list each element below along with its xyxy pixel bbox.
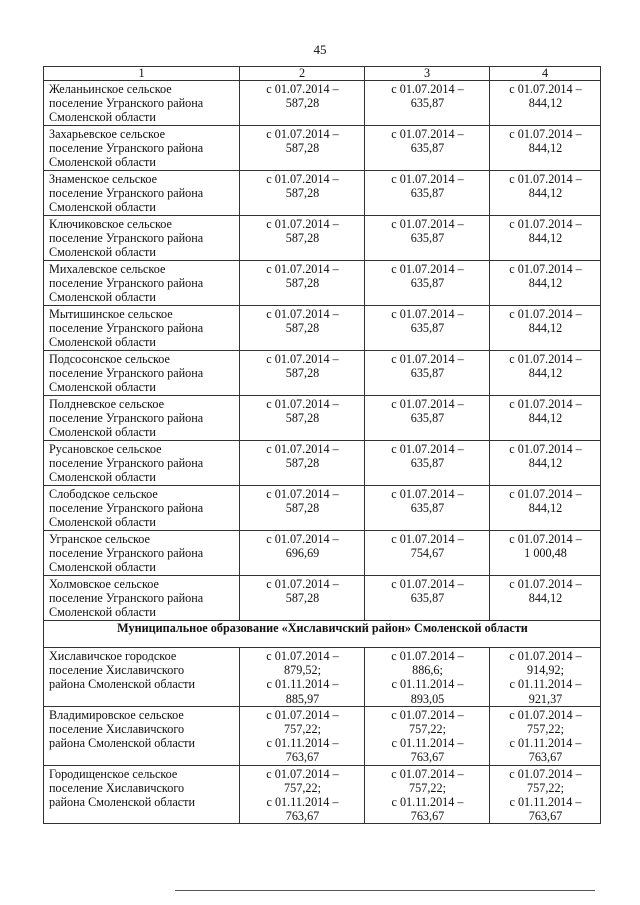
cell-line: с 01.07.2014 –	[391, 649, 464, 663]
cell-line: 844,12	[528, 186, 563, 201]
tariff-column-4-cell	[490, 171, 601, 216]
cell-line: поселение Угранского района	[49, 456, 204, 471]
cell-line: 844,12	[528, 141, 563, 156]
cell-line: Смоленской области	[49, 605, 156, 620]
cell-line: с 01.11.2014 –	[391, 677, 464, 692]
settlement-name-cell	[44, 306, 240, 351]
tariff-column-3-cell	[365, 351, 490, 396]
table-row	[44, 171, 601, 216]
cell-line: Холмовское сельское	[49, 577, 159, 591]
tariff-column-3-cell	[365, 216, 490, 261]
cell-line: с 01.07.2014 –	[266, 127, 339, 141]
column-header: 1	[44, 67, 240, 81]
cell-line: с 01.07.2014 –	[391, 307, 464, 321]
settlement-name-cell	[44, 441, 240, 486]
cell-line: с 01.07.2014 –	[266, 262, 339, 276]
cell-line: 844,12	[528, 411, 563, 426]
khislavichi-district-rows	[44, 648, 601, 824]
tariff-column-3-cell	[365, 126, 490, 171]
tariff-column-2-cell	[240, 396, 365, 441]
tariff-column-2-cell	[240, 765, 365, 824]
tariff-column-4-cell	[490, 81, 601, 126]
cell-line: с 01.07.2014 –	[509, 127, 582, 141]
cell-line: поселение Угранского района	[49, 411, 204, 426]
cell-line: с 01.07.2014 –	[509, 766, 582, 781]
cell-line: Смоленской области	[49, 515, 156, 530]
cell-line: 844,12	[528, 456, 563, 471]
tariff-column-3-cell	[365, 486, 490, 531]
cell-line: поселение Хиславичского	[49, 663, 185, 678]
settlement-name-cell	[44, 531, 240, 576]
table-row	[44, 706, 601, 765]
tariff-column-4-cell	[490, 351, 601, 396]
tariff-column-4-cell	[490, 648, 601, 707]
tariff-column-3-cell	[365, 441, 490, 486]
cell-line: Захарьевское сельское	[49, 127, 165, 141]
column-number-row	[44, 67, 601, 81]
cell-line: Смоленской области	[49, 110, 156, 125]
cell-line: с 01.11.2014 –	[266, 795, 339, 810]
tariff-column-2-cell	[240, 486, 365, 531]
cell-line: с 01.07.2014 –	[266, 82, 339, 96]
cell-line: района Смоленской области	[49, 795, 195, 810]
cell-line: с 01.07.2014 –	[391, 397, 464, 411]
tariff-column-3-cell	[365, 765, 490, 824]
tariff-column-4-cell	[490, 576, 601, 621]
cell-line: Слободское сельское	[49, 487, 158, 501]
cell-line: с 01.07.2014 –	[509, 352, 582, 366]
section-heading-group	[44, 621, 601, 648]
cell-line: с 01.07.2014 –	[391, 172, 464, 186]
cell-line: поселение Угранского района	[49, 591, 204, 606]
cell-line: поселение Угранского района	[49, 546, 204, 561]
cell-line: поселение Угранского района	[49, 96, 204, 111]
cell-line: поселение Угранского района	[49, 276, 204, 291]
cell-line: поселение Угранского района	[49, 321, 204, 336]
table-row	[44, 396, 601, 441]
tariff-column-4-cell	[490, 216, 601, 261]
tariff-column-2-cell	[240, 81, 365, 126]
table-row	[44, 216, 601, 261]
cell-line: 635,87	[410, 276, 445, 291]
cell-line: с 01.07.2014 –	[391, 127, 464, 141]
tariff-column-4-cell	[490, 261, 601, 306]
tariff-column-3-cell	[365, 261, 490, 306]
tariff-column-4-cell	[490, 441, 601, 486]
cell-line: поселение Угранского района	[49, 141, 204, 156]
tariff-column-3-cell	[365, 648, 490, 707]
cell-line: 763,67	[285, 809, 320, 824]
cell-line: с 01.11.2014 –	[509, 736, 582, 751]
cell-line: 763,67	[410, 750, 445, 765]
cell-line: с 01.07.2014 –	[391, 707, 464, 722]
cell-line: поселение Угранского района	[49, 186, 204, 201]
table-row	[44, 351, 601, 396]
cell-line: с 01.11.2014 –	[391, 736, 464, 751]
cell-line: с 01.07.2014 –	[509, 172, 582, 186]
cell-line: с 01.07.2014 –	[266, 307, 339, 321]
section-heading: Муниципальное образование «Хиславичский район» Смоленской области	[44, 621, 601, 648]
settlement-name-cell	[44, 486, 240, 531]
cell-line: поселение Хиславичского	[49, 722, 185, 737]
cell-line: с 01.11.2014 –	[509, 677, 582, 692]
cell-line: с 01.07.2014 –	[391, 262, 464, 276]
cell-line: 757,22;	[527, 722, 564, 737]
tariff-table	[43, 66, 601, 824]
cell-line: с 01.07.2014 –	[509, 262, 582, 276]
footer-rule	[175, 890, 595, 891]
cell-line: 757,22;	[284, 722, 321, 737]
cell-line: с 01.07.2014 –	[266, 352, 339, 366]
cell-line: 844,12	[528, 591, 563, 606]
cell-line: 757,22;	[409, 780, 446, 795]
tariff-column-2-cell	[240, 576, 365, 621]
table-row	[44, 126, 601, 171]
cell-line: поселение Угранского района	[49, 501, 204, 516]
tariff-column-4-cell	[490, 706, 601, 765]
tariff-column-3-cell	[365, 576, 490, 621]
cell-line: 763,67	[285, 750, 320, 765]
cell-line: 587,28	[285, 321, 320, 336]
tariff-column-3-cell	[365, 306, 490, 351]
cell-line: 635,87	[410, 456, 445, 471]
cell-line: Желаньинское сельское	[49, 82, 172, 96]
column-header: 4	[490, 67, 601, 81]
cell-line: 696,69	[285, 546, 320, 561]
section-heading-row	[44, 621, 601, 648]
tariff-column-2-cell	[240, 261, 365, 306]
settlement-name-cell	[44, 706, 240, 765]
cell-line: 587,28	[285, 276, 320, 291]
cell-line: с 01.11.2014 –	[509, 795, 582, 810]
cell-line: Ключиковское сельское	[49, 217, 172, 231]
cell-line: 587,28	[285, 366, 320, 381]
cell-line: 635,87	[410, 321, 445, 336]
cell-line: 844,12	[528, 231, 563, 246]
cell-line: с 01.07.2014 –	[266, 577, 339, 591]
cell-line: с 01.07.2014 –	[509, 649, 582, 663]
settlement-name-cell	[44, 765, 240, 824]
cell-line: с 01.07.2014 –	[391, 442, 464, 456]
cell-line: с 01.07.2014 –	[509, 707, 582, 722]
cell-line: 635,87	[410, 591, 445, 606]
cell-line: 763,67	[528, 750, 563, 765]
cell-line: 587,28	[285, 501, 320, 516]
cell-line: Полдневское сельское	[49, 397, 165, 411]
cell-line: с 01.07.2014 –	[391, 532, 464, 546]
tariff-column-4-cell	[490, 306, 601, 351]
cell-line: 844,12	[528, 96, 563, 111]
tariff-column-2-cell	[240, 171, 365, 216]
cell-line: с 01.07.2014 –	[391, 577, 464, 591]
table-row	[44, 531, 601, 576]
settlement-name-cell	[44, 648, 240, 707]
cell-line: 844,12	[528, 321, 563, 336]
tariff-column-2-cell	[240, 351, 365, 396]
cell-line: Смоленской области	[49, 425, 156, 440]
cell-line: 844,12	[528, 276, 563, 291]
cell-line: 635,87	[410, 366, 445, 381]
cell-line: 879,52;	[284, 663, 321, 678]
cell-line: Смоленской области	[49, 200, 156, 215]
cell-line: с 01.07.2014 –	[266, 442, 339, 456]
cell-line: с 01.07.2014 –	[509, 532, 582, 546]
cell-line: 763,67	[528, 809, 563, 824]
tariff-column-3-cell	[365, 171, 490, 216]
tariff-column-2-cell	[240, 306, 365, 351]
cell-line: с 01.07.2014 –	[391, 766, 464, 781]
cell-line: с 01.07.2014 –	[391, 487, 464, 501]
tariff-column-4-cell	[490, 531, 601, 576]
table-row	[44, 306, 601, 351]
cell-line: 885,97	[285, 691, 320, 706]
cell-line: 635,87	[410, 96, 445, 111]
table-row	[44, 261, 601, 306]
tariff-column-3-cell	[365, 706, 490, 765]
tariff-column-2-cell	[240, 706, 365, 765]
cell-line: с 01.07.2014 –	[391, 352, 464, 366]
cell-line: Смоленской области	[49, 290, 156, 305]
table-row	[44, 576, 601, 621]
cell-line: 757,22;	[284, 780, 321, 795]
settlement-name-cell	[44, 81, 240, 126]
cell-line: Мытишинское сельское	[49, 307, 173, 321]
tariff-column-4-cell	[490, 765, 601, 824]
settlement-name-cell	[44, 351, 240, 396]
cell-line: 921,37	[528, 691, 563, 706]
table-row	[44, 81, 601, 126]
cell-line: с 01.07.2014 –	[509, 487, 582, 501]
settlement-name-cell	[44, 396, 240, 441]
table-row	[44, 486, 601, 531]
table-row	[44, 441, 601, 486]
cell-line: с 01.11.2014 –	[266, 736, 339, 751]
cell-line: с 01.07.2014 –	[266, 487, 339, 501]
cell-line: с 01.07.2014 –	[391, 217, 464, 231]
tariff-column-4-cell	[490, 126, 601, 171]
cell-line: Знаменское сельское	[49, 172, 158, 186]
cell-line: Смоленской области	[49, 380, 156, 395]
page-number: 45	[313, 42, 327, 57]
cell-line: 1 000,48	[524, 546, 567, 561]
cell-line: 893,05	[410, 691, 445, 706]
tariff-column-3-cell	[365, 396, 490, 441]
table-row	[44, 648, 601, 707]
cell-line: Подсосонское сельское	[49, 352, 170, 366]
cell-line: Хиславичское городское	[49, 649, 177, 663]
cell-line: района Смоленской области	[49, 677, 195, 692]
cell-line: Русановское сельское	[49, 442, 162, 456]
cell-line: с 01.07.2014 –	[266, 766, 339, 781]
cell-line: 587,28	[285, 411, 320, 426]
cell-line: 587,28	[285, 456, 320, 471]
settlement-name-cell	[44, 171, 240, 216]
tariff-column-2-cell	[240, 216, 365, 261]
cell-line: 587,28	[285, 186, 320, 201]
cell-line: Угранское сельское	[49, 532, 150, 546]
cell-line: с 01.07.2014 –	[266, 532, 339, 546]
cell-line: Михалевское сельское	[49, 262, 166, 276]
tariff-column-3-cell	[365, 531, 490, 576]
column-header: 2	[240, 67, 365, 81]
cell-line: 635,87	[410, 501, 445, 516]
cell-line: 635,87	[410, 186, 445, 201]
cell-line: Смоленской области	[49, 560, 156, 575]
cell-line: с 01.07.2014 –	[266, 172, 339, 186]
cell-line: Смоленской области	[49, 470, 156, 485]
cell-line: 635,87	[410, 411, 445, 426]
ugra-district-rows	[44, 81, 601, 621]
cell-line: с 01.07.2014 –	[509, 217, 582, 231]
cell-line: Городищенское сельское	[49, 766, 178, 781]
cell-line: с 01.07.2014 –	[509, 442, 582, 456]
cell-line: Владимировское сельское	[49, 707, 184, 722]
cell-line: с 01.07.2014 –	[266, 217, 339, 231]
cell-line: 886,6;	[412, 663, 443, 678]
cell-line: с 01.07.2014 –	[509, 397, 582, 411]
tariff-column-4-cell	[490, 486, 601, 531]
settlement-name-cell	[44, 261, 240, 306]
cell-line: с 01.07.2014 –	[509, 307, 582, 321]
cell-line: с 01.11.2014 –	[391, 795, 464, 810]
cell-line: с 01.07.2014 –	[266, 397, 339, 411]
cell-line: поселение Хиславичского	[49, 780, 185, 795]
cell-line: района Смоленской области	[49, 736, 195, 751]
cell-line: 757,22;	[409, 722, 446, 737]
cell-line: 587,28	[285, 96, 320, 111]
settlement-name-cell	[44, 126, 240, 171]
cell-line: Смоленской области	[49, 155, 156, 170]
cell-line: 587,28	[285, 231, 320, 246]
cell-line: 914,92;	[527, 663, 564, 678]
tariff-column-2-cell	[240, 531, 365, 576]
cell-line: 587,28	[285, 591, 320, 606]
cell-line: Смоленской области	[49, 245, 156, 260]
cell-line: с 01.07.2014 –	[509, 82, 582, 96]
cell-line: с 01.07.2014 –	[391, 82, 464, 96]
settlement-name-cell	[44, 216, 240, 261]
tariff-column-2-cell	[240, 648, 365, 707]
cell-line: 635,87	[410, 141, 445, 156]
cell-line: 763,67	[410, 809, 445, 824]
cell-line: 635,87	[410, 231, 445, 246]
cell-line: с 01.07.2014 –	[509, 577, 582, 591]
cell-line: 587,28	[285, 141, 320, 156]
cell-line: поселение Угранского района	[49, 366, 204, 381]
tariff-column-2-cell	[240, 441, 365, 486]
tariff-column-2-cell	[240, 126, 365, 171]
table-row	[44, 765, 601, 824]
cell-line: 754,67	[410, 546, 445, 561]
column-header: 3	[365, 67, 490, 81]
cell-line: с 01.07.2014 –	[266, 649, 339, 663]
cell-line: 844,12	[528, 501, 563, 516]
tariff-column-4-cell	[490, 396, 601, 441]
cell-line: Смоленской области	[49, 335, 156, 350]
tariff-column-3-cell	[365, 81, 490, 126]
settlement-name-cell	[44, 576, 240, 621]
cell-line: с 01.07.2014 –	[266, 707, 339, 722]
cell-line: с 01.11.2014 –	[266, 677, 339, 692]
cell-line: 757,22;	[527, 780, 564, 795]
cell-line: 844,12	[528, 366, 563, 381]
cell-line: поселение Угранского района	[49, 231, 204, 246]
